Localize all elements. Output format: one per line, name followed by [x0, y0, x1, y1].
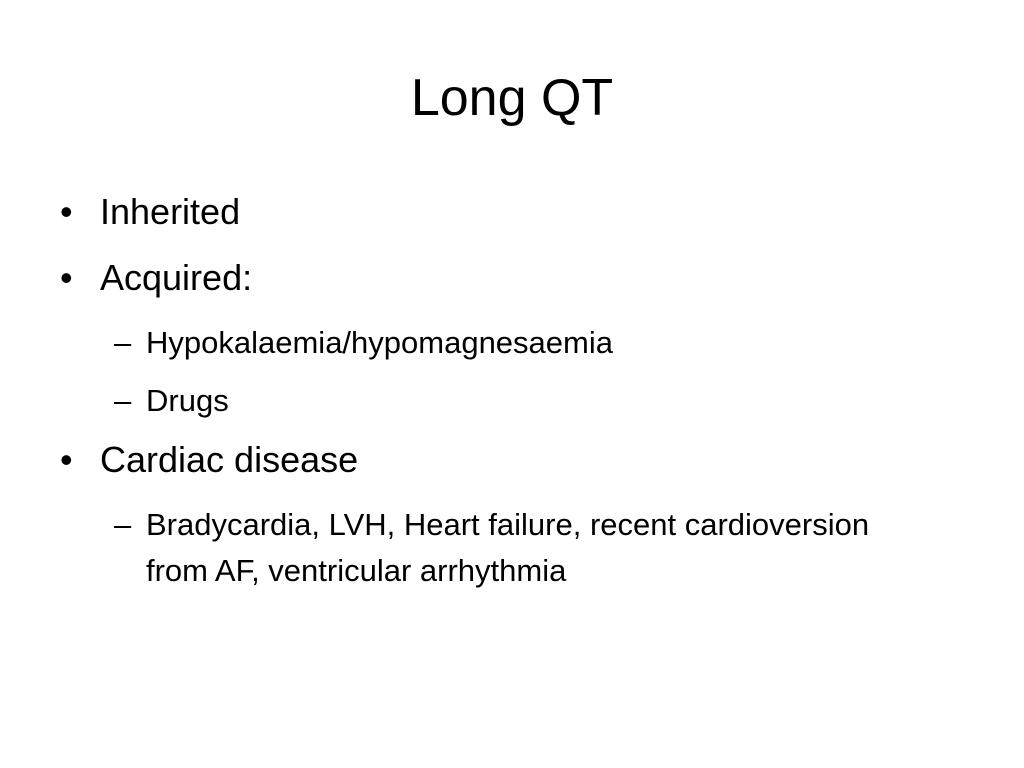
sub-item	[60, 378, 960, 424]
sub-item-text: Hypokalaemia/hypomagnesaemia	[146, 325, 613, 360]
slide-title: Long QT	[410, 69, 614, 127]
bullet-dot-icon: •	[60, 439, 73, 480]
dash-icon: –	[114, 507, 132, 542]
bullet-item	[60, 188, 960, 236]
sub-list	[60, 320, 960, 424]
bullet-text: Inherited	[100, 191, 241, 232]
bullet-text: Cardiac disease	[100, 439, 359, 480]
sub-item-text: Bradycardia, LVH, Heart failure, recent cardioversion from AF, ventricular arrhythmia	[146, 507, 870, 588]
sub-item	[60, 502, 886, 594]
sub-item	[60, 320, 960, 366]
bullet-dot-icon: •	[60, 257, 73, 298]
sub-item-text: Drugs	[146, 383, 229, 418]
bullet-item	[60, 254, 960, 302]
dash-icon: –	[114, 383, 132, 418]
bullet-text: Acquired:	[100, 257, 253, 298]
sub-list	[60, 502, 960, 594]
dash-icon: –	[114, 325, 132, 360]
bullet-list	[60, 188, 960, 606]
bullet-dot-icon: •	[60, 191, 73, 232]
bullet-item	[60, 436, 960, 484]
